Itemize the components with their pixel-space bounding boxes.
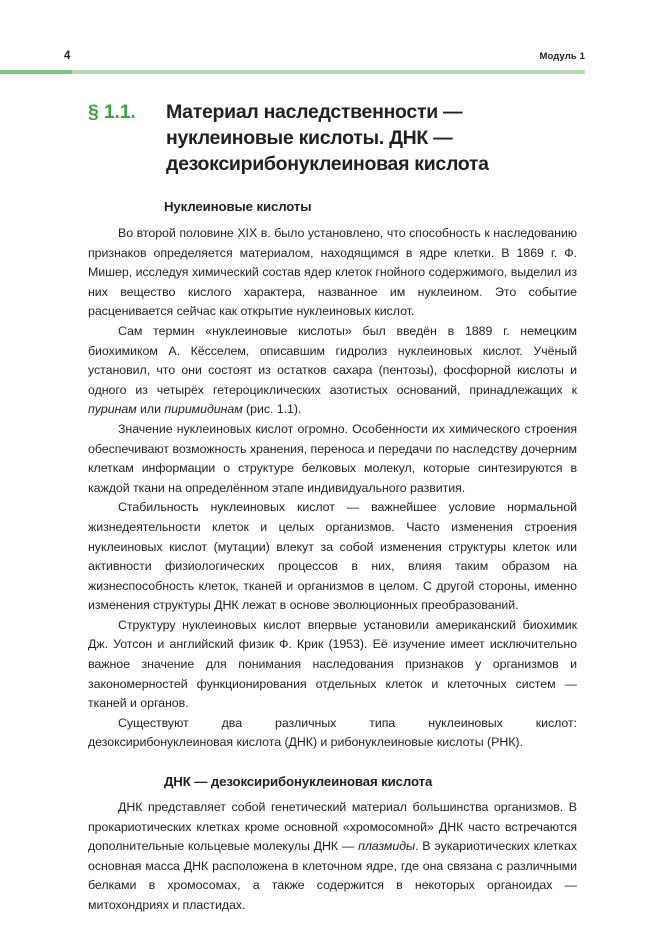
paragraph (88, 798, 577, 916)
chapter-title-line-1: Материал наследственности — (166, 101, 463, 123)
module-label: Модуль 1 (539, 51, 585, 62)
chapter-title-line-3: дезоксирибонуклеиновая кислота (166, 153, 489, 175)
text-run: или (136, 402, 165, 417)
running-head (0, 50, 650, 70)
text-run: . В эукариотических клетках основная масса ДНК расположена в клеточном ядре, где она связана с различными белками в хромосомах, а также содержится в некоторых органоидах — митохондриях и пластидах. (88, 839, 577, 912)
chapter-title-line-2: нуклеиновые кислоты. ДНК — (166, 127, 453, 149)
paragraph (88, 616, 577, 714)
chapter-title (166, 99, 578, 177)
text-run: Во второй половине XIX в. было установлено, что способность к наследованию признаков определяется материалом, находящимся в ядре клетки. В 1869 г. Ф. Мишер, исследуя химический состав ядер клеток гнойного содержимого, выделил из них вещество кислого характера, названное им нуклеином. Это событие расценивается сейчас как открытие нуклеиновых кислот. (88, 226, 577, 319)
text-run: Стабильность нуклеиновых кислот — важнейшее условие нормальной жизнедеятельности клеток и целых организмов. Часто изменения строения нуклеиновых кислот (мутации) влекут за собой изменения структуры клеток или активности физиологических процессов в них, влияя таким образом на жизнеспособность клеток, тканей и организмов в целом. С другой стороны, именно изменения структуры ДНК лежат в основе эволюционных преобразований. (88, 500, 577, 613)
paragraph (88, 498, 577, 616)
paragraph (88, 420, 577, 498)
chapter-number: § 1.1. (88, 101, 136, 123)
header-rule-accent-segment (0, 70, 72, 74)
emphasized-term: пиримидинам (164, 402, 243, 417)
page-number: 4 (64, 50, 71, 62)
section-body-nucleic-acids (88, 224, 577, 753)
text-run: ДНК представляет собой генетический материал большинства организмов. В прокариотических клетках кроме основной «хромосомной» ДНК часто встречаются дополнительные кольцевые молекулы ДНК — (88, 800, 577, 854)
emphasized-term: плазмиды (358, 839, 416, 854)
text-run: Значение нуклеиновых кислот огромно. Особенности их химического строения обеспечивают возможность хранения, переноса и передачи по наследству дочерним клеткам информации о структуре белковых молекул, которые синтезируются в каждой ткани на определённом этапе индивидуального развития. (88, 421, 577, 495)
text-run: Существуют два различных типа нуклеиновых кислот: дезоксирибонуклеиновая кислота (ДНК) и рибонуклеиновые кислоты (РНК). (88, 715, 577, 750)
section-heading-dna: ДНК — дезоксирибонуклеиновая кислота (164, 774, 433, 790)
chapter-heading (88, 99, 578, 177)
text-run: Структуру нуклеиновых кислот впервые установили американский биохимик Дж. Уотсон и английский физик Ф. Крик (1953). Её изучение имеет исключительно важное значение для понимания наследования признаков у организмов и закономерностей функционирования отдельных клеток и клеточных систем — тканей и органов. (88, 617, 577, 711)
text-run: (рис. 1.1). (242, 402, 302, 417)
emphasized-term: пуринам (88, 402, 137, 417)
paragraph (88, 322, 577, 420)
paragraph (88, 714, 577, 753)
header-rule-light-segment (72, 70, 585, 74)
header-divider-rule (0, 70, 585, 74)
body-text-column (88, 198, 577, 916)
text-run: Сам термин «нуклеиновые кислоты» был введён в 1889 г. немецким биохимиком А. Кёсселем, описавшим гидролиз нуклеиновых кислот. Учёный установил, что они состоят из остатков сахара (пентозы), фосфорной кислоты и одного из четырёх гетероциклических азотистых оснований, принадлежащих к (88, 323, 577, 397)
paragraph (88, 224, 577, 322)
section-body-dna (88, 798, 577, 916)
section-heading-nucleic-acids: Нуклеиновые кислоты (164, 199, 312, 214)
